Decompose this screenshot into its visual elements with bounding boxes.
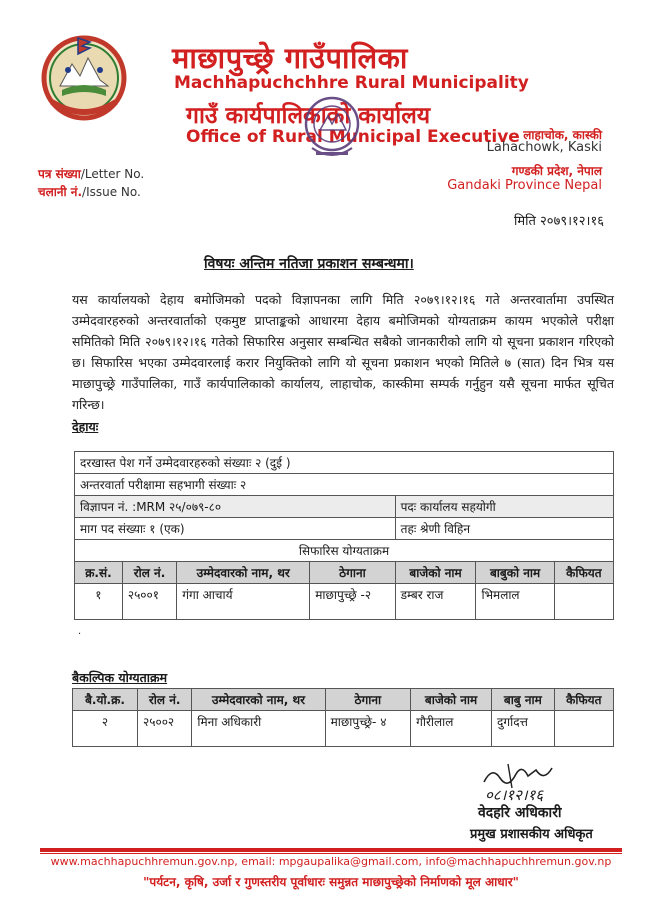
applicants-count: दरखास्त पेश गर्ने उम्मेदवारहरुको संख्याः २ (दुई ) (75, 452, 614, 474)
table-cell (554, 711, 613, 747)
column-header: उम्मेदवारको नाम, थर (177, 562, 310, 584)
footer-contact: www.machhapuchhremun.gov.np, email: mpgaupalika@gmail.com, info@machhapuchhremun.gov.np (50, 855, 612, 868)
column-header: बै.यो.क्र. (73, 689, 138, 711)
table-cell: मिना अधिकारी (192, 711, 325, 747)
column-header: बाबुको नाम (476, 562, 554, 584)
letter-no-label (38, 165, 144, 182)
body-paragraph: यस कार्यालयको देहाय बमोजिमको पदको विज्ञापनका लागि मिति २०७९।१२।१६ गते अन्तरवार्तामा उपस्थित उम्मेदवारहरुको अन्तरवार्ताको एकमुष्ट प्राप्ताङ्कको आधारमा देहाय बमोजिमको योग्यताक्रम कायम भएकोले परीक्षा समितिको मिति २०७९।१२।१६ गतेको सिफारिस अनुसार सम्बन्धित सबैको जानकारीको लागि यो सूचना प्रकाशन गरिएको छ। सिफारिस भएका उम्मेदवारलाई करार नियुक्तिको लागि यो सूचना प्रकाशन भएको मितिले ७ (सात) दिन भित्र यस माछापुच्छ्रे गाउँपालिका, गाउँ कार्यपालिकाको कार्यालय, लाहाचोक, कास्कीमा सम्पर्क गर्नुहुन यसै सूचना मार्फत सूचित गरिन्छ। (72, 292, 614, 412)
table-cell: माछापुच्छ्रे -२ (310, 584, 395, 620)
municipality-name-en: Machhapuchchhre Rural Municipality (174, 73, 529, 93)
recommended-title: सिफारिस योग्यताक्रम (75, 540, 614, 562)
table-row (75, 518, 614, 540)
office-name-en: Office of Rural Municipal Executive (186, 127, 520, 147)
table-cell: २ (73, 711, 138, 747)
alternate-table (72, 688, 614, 747)
office-name-np: गाउँ कार्यपालिकाको कार्यालय (186, 103, 431, 129)
issue-no-np: चलानी नं. (38, 185, 83, 199)
issue-no-en: /Issue No. (82, 185, 141, 199)
table-row (73, 711, 614, 747)
table-cell: डम्बर राज (395, 584, 476, 620)
letter-no-en: /Letter No. (80, 167, 145, 181)
level-name: तहः श्रेणी विहिन (395, 518, 613, 540)
table-row (75, 474, 614, 496)
table-cell: भिमलाल (476, 584, 554, 620)
table-cell: २५००१ (122, 584, 176, 620)
table-header-row (75, 562, 614, 584)
alternate-title: बैकल्पिक योग्यताक्रम (72, 670, 168, 685)
footer-slogan: "पर्यटन, कृषि, उर्जा र गुणस्तरीय पूर्वाधारः समुन्नत माछापुच्छ्रेको निर्माणको मूल आधार" (143, 875, 519, 889)
table-row (75, 452, 614, 474)
column-header: बाबु नाम (492, 689, 555, 711)
table-row (75, 540, 614, 562)
official-seal-icon (282, 88, 382, 166)
column-header: ठेगाना (325, 689, 410, 711)
dot-mark: . (78, 626, 82, 637)
footer-divider-thin (40, 853, 622, 854)
column-header: कैफियत (554, 562, 613, 584)
letter-no-np: पत्र संख्या (38, 167, 81, 181)
table-cell: दुर्गादत्त (492, 711, 555, 747)
municipality-name-np: माछापुच्छ्रे गाउँपालिका (172, 41, 408, 75)
table-cell: २५००२ (137, 711, 191, 747)
province-en: Gandaki Province Nepal (447, 178, 602, 193)
signatory-title: प्रमुख प्रशासकीय अधिकृत (470, 827, 593, 842)
column-header: बाजेको नाम (395, 562, 476, 584)
column-header: बाजेको नाम (411, 689, 492, 711)
column-header: रोल नं. (122, 562, 176, 584)
address-en: Lahachowk, Kaski (486, 140, 602, 155)
nepal-emblem-icon (38, 30, 130, 122)
column-header: कैफियत (554, 689, 613, 711)
table-row (75, 496, 614, 518)
dehay-label: देहायः (72, 419, 99, 434)
address-np: लाहाचोक, कास्की (523, 128, 602, 142)
column-header: रोल नं. (137, 689, 191, 711)
demand-count: माग पद संख्याः १ (एक) (75, 518, 396, 540)
table-cell: गौरीलाल (411, 711, 492, 747)
recommendation-table (74, 451, 614, 620)
table-cell (554, 584, 613, 620)
post-name: पदः कार्यालय सहयोगी (395, 496, 613, 518)
participants-count: अन्तरवार्ता परीक्षामा सहभागी संख्याः २ (75, 474, 614, 496)
table-header-row (73, 689, 614, 711)
subject-line: विषयः अन्तिम नतिजा प्रकाशन सम्बन्धमा। (204, 256, 414, 272)
province-np: गण्डकी प्रदेश, नेपाल (511, 164, 602, 178)
column-header: उम्मेदवारको नाम, थर (192, 689, 325, 711)
table-cell: गंगा आचार्य (177, 584, 310, 620)
signature-date: ०८।१२।१६ (485, 786, 544, 804)
table-row (75, 584, 614, 620)
table-cell: १ (75, 584, 123, 620)
issue-no-label (38, 183, 141, 200)
document-date: मिति २०७९।१२।१६ (514, 214, 604, 229)
table-cell: माछापुच्छ्रे- ४ (325, 711, 410, 747)
column-header: ठेगाना (310, 562, 395, 584)
column-header: क्र.सं. (75, 562, 123, 584)
footer-divider (40, 848, 622, 852)
ad-number: विज्ञापन नं. :MRM २५/०७९-८० (75, 496, 396, 518)
signatory-name: वेदहरि अधिकारी (478, 805, 562, 821)
